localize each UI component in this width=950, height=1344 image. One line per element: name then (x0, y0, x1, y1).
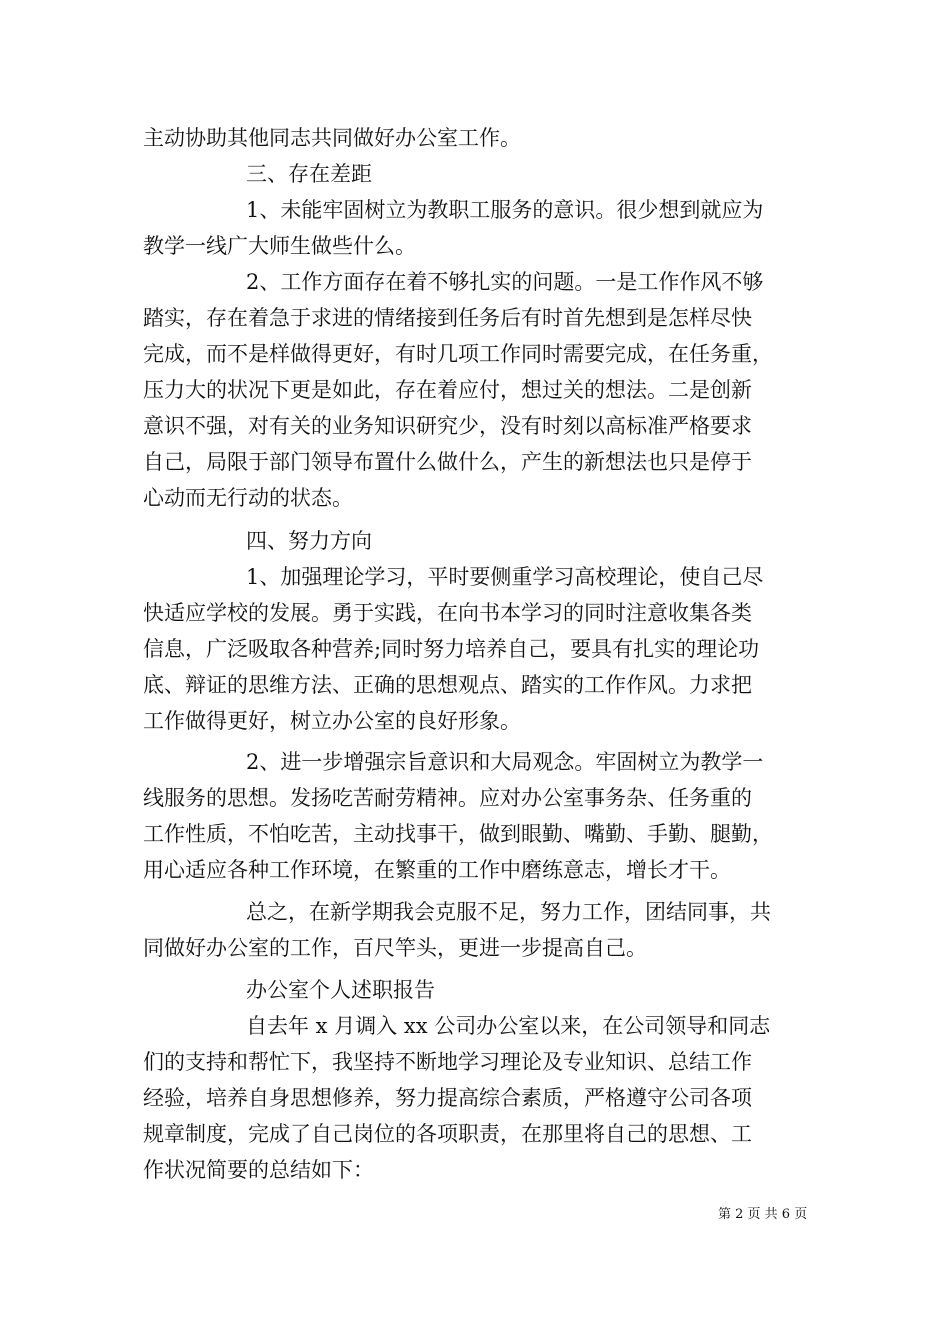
page-number: 第 2 页 共 6 页 (718, 1207, 808, 1222)
body-line: 工作性质，不怕吃苦，主动找事干，做到眼勤、嘴勤、手勤、腿勤， (143, 822, 773, 846)
body-line: 信息，广泛吸取各种营养;同时努力培养自己，要具有扎实的理论功 (143, 637, 760, 661)
body-line: 主动协助其他同志共同做好办公室工作。 (143, 126, 521, 150)
body-line: 作状况简要的总结如下： (143, 1158, 374, 1182)
body-line: 完成，而不是样做得更好，有时几项工作同时需要完成，在任务重， (143, 342, 773, 366)
report-title: 办公室个人述职报告 (246, 978, 435, 1002)
body-line: 自去年 x 月调入 xx 公司办公室以来，在公司领导和同志 (246, 1014, 771, 1038)
body-line: 工作做得更好，树立办公室的良好形象。 (143, 709, 521, 733)
body-line: 同做好办公室的工作，百尺竿头，更进一步提高自己。 (143, 936, 647, 960)
body-line: 心动而无行动的状态。 (143, 486, 353, 510)
body-line: 教学一线广大师生做些什么。 (143, 234, 416, 258)
section-heading: 四、努力方向 (246, 529, 372, 553)
body-line: 快适应学校的发展。勇于实践，在向书本学习的同时注意收集各类 (143, 601, 752, 625)
body-line: 2、进一步增强宗旨意识和大局观念。牢固树立为教学一 (246, 750, 764, 774)
body-line: 线服务的思想。发扬吃苦耐劳精神。应对办公室事务杂、任务重的 (143, 786, 752, 810)
body-line: 用心适应各种工作环境，在繁重的工作中磨练意志，增长才干。 (143, 858, 731, 882)
body-line: 压力大的状况下更是如此，存在着应付，想过关的想法。二是创新 (143, 378, 752, 402)
body-line: 1、未能牢固树立为教职工服务的意识。很少想到就应为 (246, 198, 764, 222)
body-line: 2、工作方面存在着不够扎实的问题。一是工作作风不够 (246, 270, 764, 294)
body-line: 经验，培养自身思想修养，努力提高综合素质，严格遵守公司各项 (143, 1086, 752, 1110)
body-line: 1、加强理论学习，平时要侧重学习高校理论，使自己尽 (246, 565, 764, 589)
body-line: 底、辩证的思维方法、正确的思想观点、踏实的工作作风。力求把 (143, 673, 752, 697)
body-line: 们的支持和帮忙下，我坚持不断地学习理论及专业知识、总结工作 (143, 1050, 752, 1074)
section-heading: 三、存在差距 (246, 162, 372, 186)
body-line: 自己，局限于部门领导布置什么做什么，产生的新想法也只是停于 (143, 450, 752, 474)
body-line: 总之，在新学期我会克服不足，努力工作，团结同事，共 (246, 900, 771, 924)
body-line: 踏实，存在着急于求进的情绪接到任务后有时首先想到是怎样尽快 (143, 306, 752, 330)
body-line: 规章制度，完成了自己岗位的各项职责，在那里将自己的思想、工 (143, 1122, 752, 1146)
body-line: 意识不强，对有关的业务知识研究少，没有时刻以高标准严格要求 (143, 414, 752, 438)
